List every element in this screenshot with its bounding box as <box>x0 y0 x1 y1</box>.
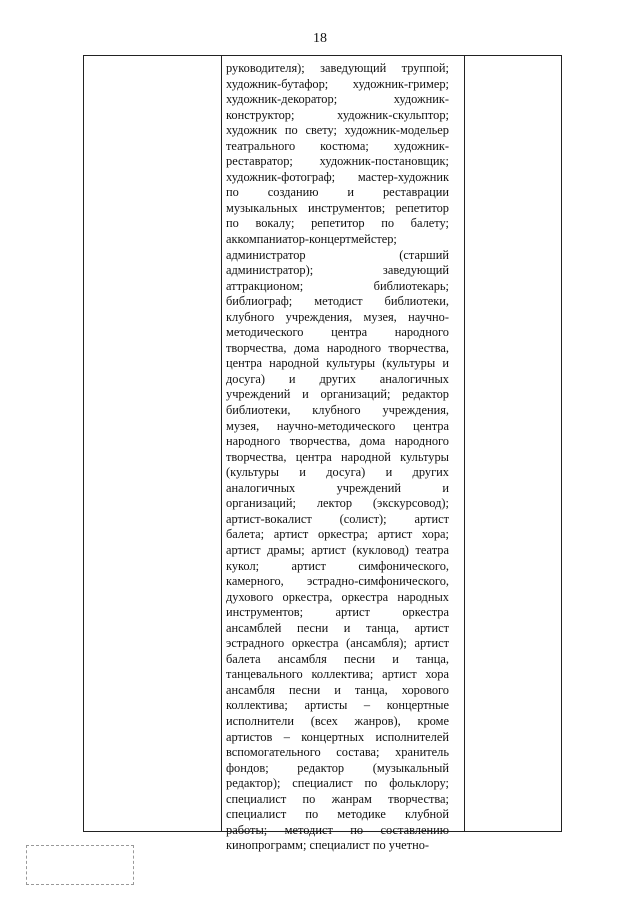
text-line: творчества, дома народного творчества, <box>226 340 449 355</box>
table-cell-text <box>226 61 449 854</box>
text-line: художник по свету; художник-модельер <box>226 123 449 138</box>
text-line: театрального костюма; художник- <box>226 138 449 153</box>
text-line: артист драмы; артист (кукловод) театра <box>226 542 449 557</box>
text-line: художник-декоратор; художник- <box>226 92 449 107</box>
text-line: аккомпаниатор-концертмейстер; <box>226 232 397 247</box>
text-line: балета ансамбля песни и танца, <box>226 651 449 666</box>
text-line: работы; методист по составлению <box>226 822 449 837</box>
text-line: методического центра народного <box>226 325 449 340</box>
text-line: библиограф; методист библиотеки, <box>226 294 449 309</box>
text-line: клубного учреждения, музея, научно- <box>226 309 449 324</box>
text-line: художник-бутафор; художник-гример; <box>226 76 449 91</box>
text-line: администратор (старший <box>226 247 449 262</box>
text-line: музея, научно-методического центра <box>226 418 449 433</box>
text-line: по созданию и реставрации <box>226 185 449 200</box>
text-line: реставратор; художник-постановщик; <box>226 154 449 169</box>
text-line: художник-фотограф; мастер-художник <box>226 169 449 184</box>
stamp-line <box>31 849 129 859</box>
text-line: ансамблей песни и танца, артист <box>226 620 449 635</box>
text-line: кукол; артист симфонического, <box>226 558 449 573</box>
document-table <box>83 55 562 853</box>
text-line: музыкальных инструментов; репетитор <box>226 200 449 215</box>
stamp-line <box>31 869 129 879</box>
text-line: администратор); заведующий <box>226 263 449 278</box>
text-line: конструктор; художник-скульптор; <box>226 107 449 122</box>
text-line: творчества, центра народной культуры <box>226 449 449 464</box>
text-line: артистов – концертных исполнителей <box>226 729 449 744</box>
text-line: коллектива; артисты – концертные <box>226 698 449 713</box>
text-line: артист-вокалист (солист); артист <box>226 511 449 526</box>
text-line: по вокалу; репетитор по балету; <box>226 216 449 231</box>
text-line: исполнители (всех жанров), кроме <box>226 713 449 728</box>
text-line: (культуры и досуга) и других <box>226 465 449 480</box>
text-line: инструментов; артист оркестра <box>226 605 449 620</box>
column-divider-left <box>221 56 222 831</box>
text-line: аналогичных учреждений и <box>226 480 449 495</box>
text-line: досуга) и других аналогичных <box>226 371 449 386</box>
column-divider-right <box>464 56 465 831</box>
text-line: аттракционом; библиотекарь; <box>226 278 449 293</box>
stamp-line <box>31 859 129 869</box>
text-line: специалист по методике клубной <box>226 807 449 822</box>
text-line: камерного, эстрадно-симфонического, <box>226 574 449 589</box>
text-line: танцевального коллектива; артист хора <box>226 667 449 682</box>
text-line: редактор); специалист по фольклору; <box>226 776 449 791</box>
text-line: вспомогательного состава; хранитель <box>226 745 449 760</box>
text-line: балета; артист оркестра; артист хора; <box>226 527 449 542</box>
text-line: специалист по жанрам творчества; <box>226 791 449 806</box>
page-number: 18 <box>313 31 327 46</box>
text-line: руководителя); заведующий труппой; <box>226 61 449 75</box>
text-line: народного творчества, дома народного <box>226 434 449 449</box>
text-line: эстрадного оркестра (ансамбля); артист <box>226 636 449 651</box>
text-line: фондов; редактор (музыкальный <box>226 760 449 775</box>
text-line: организаций; лектор (экскурсовод); <box>226 496 449 511</box>
archive-stamp <box>26 845 134 885</box>
text-line: ансамбля песни и танца, хорового <box>226 682 449 697</box>
text-line: центра народной культуры (культуры и <box>226 356 449 371</box>
text-line: кинопрограмм; специалист по учетно- <box>226 838 430 853</box>
text-line: духового оркестра, оркестра народных <box>226 589 449 604</box>
text-line: учреждений и организаций; редактор <box>226 387 449 402</box>
text-line: библиотеки, клубного учреждения, <box>226 403 449 418</box>
